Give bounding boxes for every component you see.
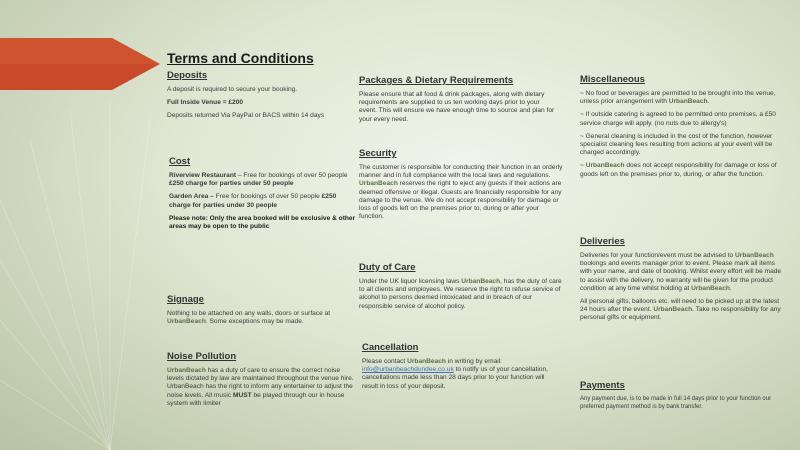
deposits-line1: A deposit is required to secure your booking. (167, 86, 298, 93)
duty-text2: , has the duty of care to all clients and employees. We reserve the right to refuse service of alcohol to persons deemed intoxicated and in breach of our responsible service of alcohol policy. (359, 278, 562, 310)
security-text (359, 164, 564, 221)
cancellation-text1: Please contact (362, 358, 408, 365)
signage-text (167, 310, 352, 326)
cost-heading: Cost (169, 156, 191, 167)
garden-text: Free for bookings of over 50 people (213, 193, 322, 201)
noise-text (167, 367, 357, 408)
noise-text1: has a duty of care to ensure the correct noise levels dictated by law are maintained throughout the venue hire. UrbanBeach has the right to inform any entertainer to adjust the noise levels. All music (167, 367, 354, 399)
misc-item3: ~ General cleaning is included in the cost of the function, however specialist cleaning fees resulting from actions at your event will be charged accordingly. (580, 132, 773, 157)
cost-garden (169, 193, 357, 209)
noise-text2: be played through our in house system with limiter (167, 391, 345, 407)
cost-riverview (169, 172, 357, 188)
cost-section (169, 156, 357, 236)
cancellation-brand: UrbanBeach (407, 358, 446, 365)
riverview-text: – Free for bookings of over 50 people (236, 172, 348, 179)
noise-must: MUST (232, 391, 252, 399)
cancellation-text (362, 358, 562, 391)
deposits-section (167, 70, 352, 126)
misc-item1-text: ~ No food or beverages are permitted to be brought into the venue, unless prior arrangement with (580, 90, 776, 106)
duty-brand: UrbanBeach (461, 278, 501, 285)
deliveries-text3: . (729, 284, 732, 292)
packages-section (359, 75, 559, 129)
deposits-line2: Full Inside Venue = £200 (167, 99, 244, 107)
deliveries-text5: . Take no responsibility for any personal gifts or equipment. (580, 306, 781, 322)
cancellation-text2: in writing by email: (445, 358, 503, 365)
cancellation-heading: Cancellation (362, 342, 419, 353)
security-heading: Security (359, 148, 397, 159)
misc-item1-end: . (707, 98, 710, 106)
deposits-heading: Deposits (167, 70, 208, 81)
misc-item2: ~ If outside catering is agreed to be permitted onto premises, a £50 service charge will apply. (no nuts due to allergy's) (580, 111, 776, 127)
duty-text1: Under the UK liquor licensing laws (359, 278, 462, 285)
deliveries-text1: Deliveries for your function/event must be advised to (580, 252, 736, 259)
payments-text: Any payment due, is to be made in full 14 days prior to your function our preferred payment method is by bank transfer. (580, 396, 772, 410)
misc-section (580, 74, 785, 184)
duty-heading: Duty of Care (359, 262, 416, 273)
riverview-charge: £250 charge for parties under 50 people (169, 180, 294, 188)
misc-item4-brand: UrbanBeach (585, 162, 625, 170)
signage-brand: UrbanBeach (167, 318, 206, 326)
packages-text: Please ensure that all food & drink packages, along with dietary requirements are supplied to us ten working days prior to your event. This will ensure we have enough time to source and plan for your every need. (359, 91, 555, 123)
misc-heading: Miscellaneous (580, 74, 645, 85)
security-section (359, 148, 564, 226)
garden-charge: £250 charge for parties under 30 people (169, 193, 337, 209)
noise-heading: Noise Pollution (167, 351, 237, 362)
deliveries-text4: All personal gifts, balloons etc. will need to be picked up at the latest 24 hours after the event. (580, 298, 780, 314)
security-brand: UrbanBeach (359, 180, 398, 188)
deliveries-brand3: UrbanBeach (653, 306, 693, 314)
accent-arrow-shape (0, 38, 160, 90)
security-text1: The customer is responsible for conducting their function in an orderly manner and in full compliance with the local laws and regulations. (359, 164, 563, 180)
signage-section (167, 294, 352, 331)
deliveries-brand2: UrbanBeach (691, 284, 730, 292)
deliveries-text (580, 252, 785, 293)
deliveries-heading: Deliveries (580, 236, 625, 247)
duty-section (359, 262, 564, 316)
garden-name: Garden Area – (169, 193, 214, 201)
misc-item4 (580, 162, 785, 178)
noise-section (167, 351, 357, 413)
signage-text1: Nothing to be attached on any walls, doors or surface at (167, 310, 331, 317)
misc-item1 (580, 90, 785, 106)
deliveries-section (580, 236, 785, 328)
misc-item4-text: does not accept responsibility for damage or loss of goods left on the premises prior to, during, or after the function. (580, 162, 777, 178)
payments-heading: Payments (580, 380, 625, 391)
deliveries-gifts (580, 298, 785, 323)
misc-item4-prefix: ~ (580, 162, 586, 170)
page-title: Terms and Conditions (167, 50, 314, 66)
payments-section (580, 380, 785, 416)
misc-item1-brand: UrbanBeach (668, 98, 708, 106)
riverview-name: Riverview Restaurant (169, 172, 237, 179)
deposits-line3: Deposits returned Via PayPal or BACS within 14 days (167, 112, 325, 120)
signage-text2: . Some exceptions may be made. (205, 318, 304, 326)
noise-brand: UrbanBeach (167, 367, 206, 374)
deliveries-text2: bookings and events manager prior to event. Please mark all items with your name, and date of booking. Whilst every effort will be made to assist with the delivery, no warranty will be given for the product condition at any time whilst holding at (580, 260, 782, 292)
cancellation-text3: to notify us of your cancellation, cancellations made less than 28 days prior to your function will result in loss of your deposit. (362, 366, 548, 390)
cancellation-email-link[interactable]: info@urbanbeachdundee.co.uk (362, 366, 454, 374)
duty-text (359, 278, 564, 311)
cancellation-section (362, 342, 562, 396)
deliveries-brand1: UrbanBeach (735, 252, 774, 259)
packages-heading: Packages & Dietary Requirements (359, 75, 514, 86)
security-text2: reserves the right to eject any guests if their actions are deemed offensive or illegal. Guests are financially responsible for any damage to the venue. We do not accept responsibility for damage or loss of goods left on the premises prior to, during or after your function. (359, 180, 562, 221)
cost-note: Please note: Only the area booked will be exclusive & other areas may be open to the public (169, 214, 356, 231)
signage-heading: Signage (167, 294, 204, 305)
